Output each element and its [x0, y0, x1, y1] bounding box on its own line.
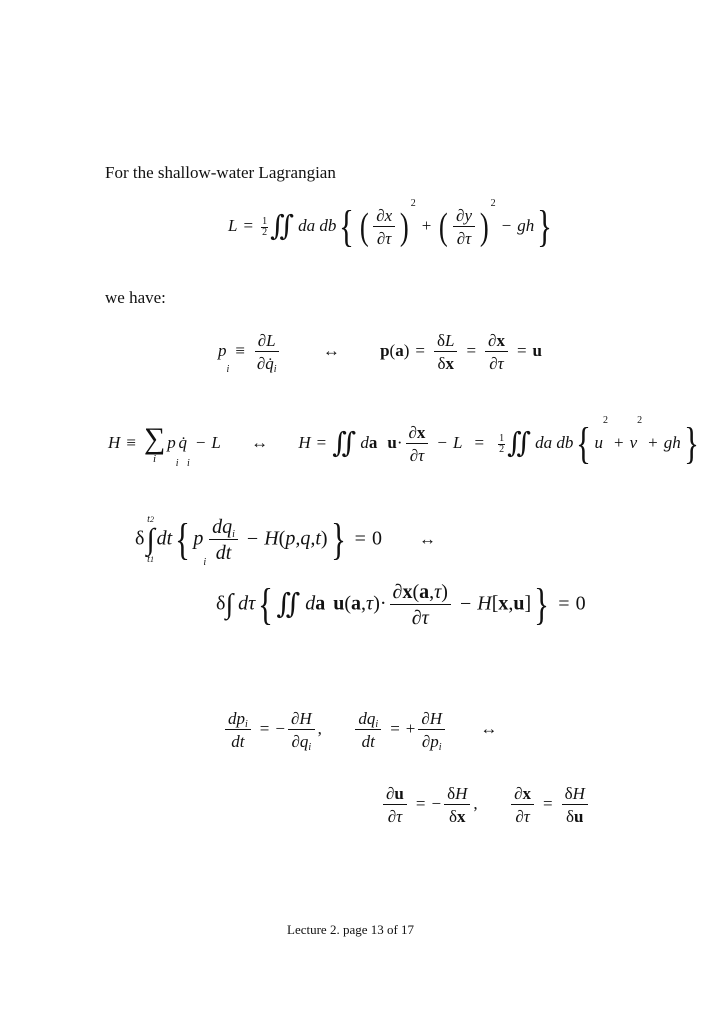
intro-text: For the shallow-water Lagrangian: [105, 163, 336, 182]
lagrangian-equation: L = $\frac{1}{2}$ ∬ da db{ ( $\frac{\partial x}{\partial\tau}$ )$^2$+ ( $\frac{\partial y}{\partial\tau}$ )$^2$− gh}: [228, 198, 553, 251]
hamilton-equations-fluid: $\frac{\partial u}{\partial\tau}$ = − $\frac{\delta H}{\delta x}$ , $\frac{\partial x}{\partial\tau}$ = $\frac{\delta H}{\delta u}$: [380, 785, 591, 825]
momentum-equation: pi≡ $\frac{\partial L}{\partial q̇i}$ ↔ p(a) = $\frac{\delta L}{\delta x}$ = $\frac{\partial x}{\partial\tau}$ = u: [218, 331, 543, 375]
hamiltonian-equation: H ≡ ∑ i piq̇i− L ↔ H = ∬ da u· $\frac{\partial x}{\partial\tau}$ − L = $\frac{1}{2}$ ∬ da db{ $u^2+ v^2+ gh$}: [108, 415, 699, 469]
action-principle-fluid: δ∫ dτ{ ∬ da u(a,τ)· $\frac{\partial x(a,\tau)}{\partial\tau}$ − H[x,u]} = 0: [216, 580, 586, 629]
page-footer: Lecture 2. page 13 of 17: [287, 922, 415, 937]
we-have-text: we have:: [105, 288, 166, 307]
hamilton-equations-particle: $\frac{\text{dpi}}{dt}$ = − $\frac{\partial H}{\partial qi}$ , $\frac{\text{dqi}}{dt}$ = + $\frac{\partial H}{\partial pi}$ ↔: [222, 710, 497, 750]
action-principle-particle: δ t2 ∫ t1 dt{ pi $\frac{\text{dqi}}{dt}$ − H(p,q,t)} = 0 ↔: [135, 514, 436, 568]
